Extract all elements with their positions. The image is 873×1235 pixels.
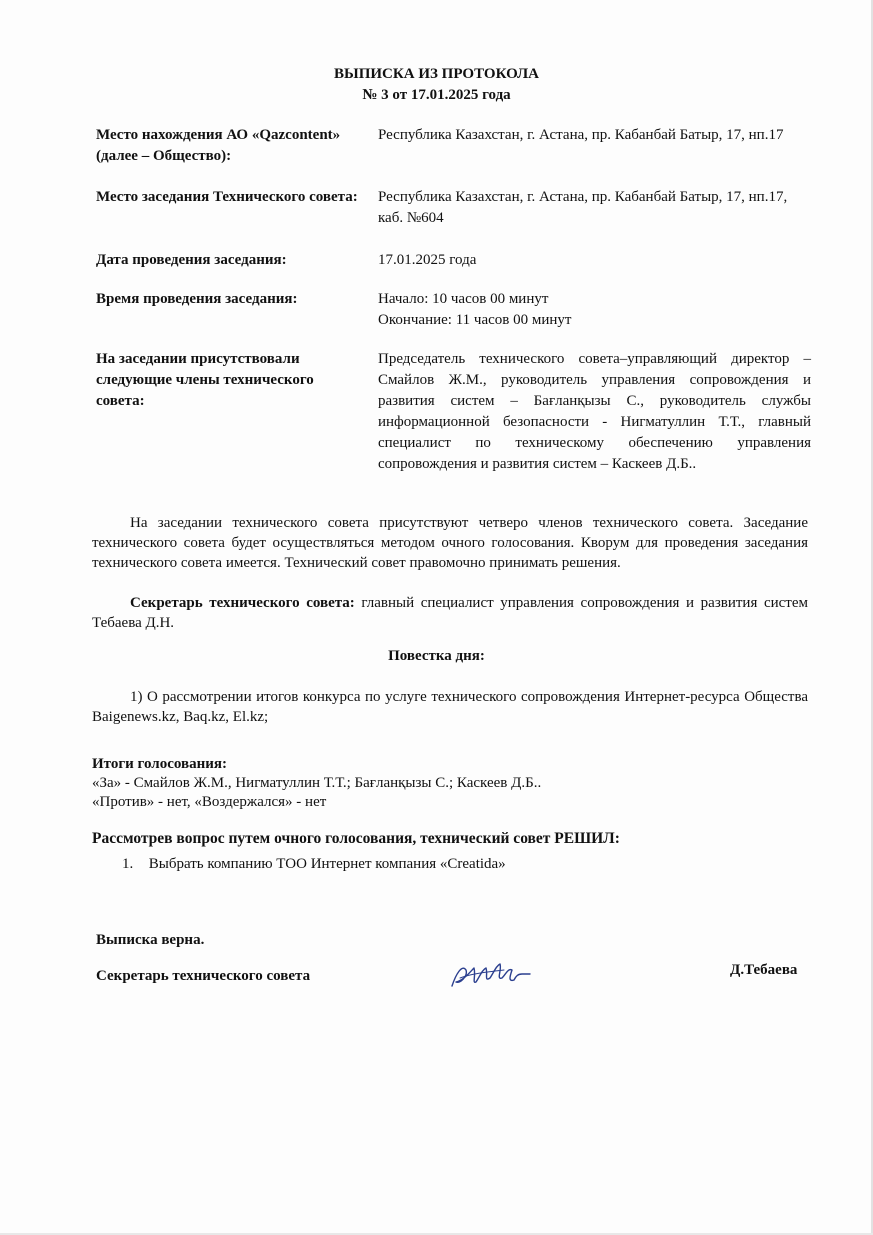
secretary-role: Секретарь технического совета [96,968,311,984]
agenda-item-text: 1) О рассмотрении итогов конкурса по услуге технического сопровождения Интернет-ресурса Общества Baigenews.kz, Baq.kz, El.kz; [92,689,808,725]
info-value: Республика Казахстан, г. Астана, пр. Кабанбай Батыр, 17, нп.17, каб. №604 [378,189,788,226]
title-line-2: № 3 от 17.01.2025 года [362,87,511,103]
voting-results [92,755,812,812]
decision-item-number: 1. [122,856,134,872]
info-value [378,289,811,331]
secretary-text: главный специалист управления сопровождения и развития систем Тебаева Д.Н. [92,595,808,631]
agenda-title: Повестка дня: [388,648,485,664]
document-title [0,64,873,106]
info-label: Место нахождения АО «Qazcontent» (далее – Общество): [96,127,341,164]
info-label: Место заседания Технического совета: [96,189,358,205]
secretary-name: Д.Тебаева [730,962,798,978]
time-end: Окончание: 11 часов 00 минут [378,312,572,328]
decision-item-text: Выбрать компанию ТОО Интернет компания «Creatida» [148,856,506,872]
secretary-paragraph [92,593,808,633]
info-label: На заседании присутствовали следующие члены технического совета: [96,351,314,409]
quorum-paragraph [92,513,808,573]
voting-for: «За» - Смайлов Ж.М., Нигматуллин Т.Т.; Бағланқызы С.; Каскеев Д.Б.. [92,775,542,791]
quorum-text: На заседании технического совета присутствуют четверо членов технического совета. Заседание технического совета будет осуществляться методом очного голосования. Кворум для проведения заседания технического совета имеется. Технический совет правомочно принимать решения. [92,515,808,571]
info-value: 17.01.2025 года [378,252,477,268]
extract-confirmation: Выписка верна. [96,932,205,948]
info-label: Время проведения заседания: [96,291,298,307]
info-value: Республика Казахстан, г. Астана, пр. Кабанбай Батыр, 17, нп.17 [378,127,784,143]
info-value: Председатель технического совета–управляющий директор – Смайлов Ж.М., руководитель управления сопровождения и развития систем – Бағланқызы С., руководитель службы информационной безопасности - Нигматуллин Т.Т., главный специалист по техническому обеспечению управления сопровождения и развития систем – Каскеев Д.Б.. [378,351,811,472]
decision-title: Рассмотрев вопрос путем очного голосования, технический совет РЕШИЛ: [92,830,620,847]
handwritten-signature [446,956,534,994]
voting-against: «Против» - нет, «Воздержался» - нет [92,794,327,810]
time-start: Начало: 10 часов 00 минут [378,291,549,307]
agenda-item [92,687,808,727]
info-label: Дата проведения заседания: [96,252,287,268]
secretary-label: Секретарь технического совета: [130,595,355,611]
decision-item [122,856,802,873]
voting-title: Итоги голосования: [92,756,227,772]
title-line-1: ВЫПИСКА ИЗ ПРОТОКОЛА [333,66,539,82]
